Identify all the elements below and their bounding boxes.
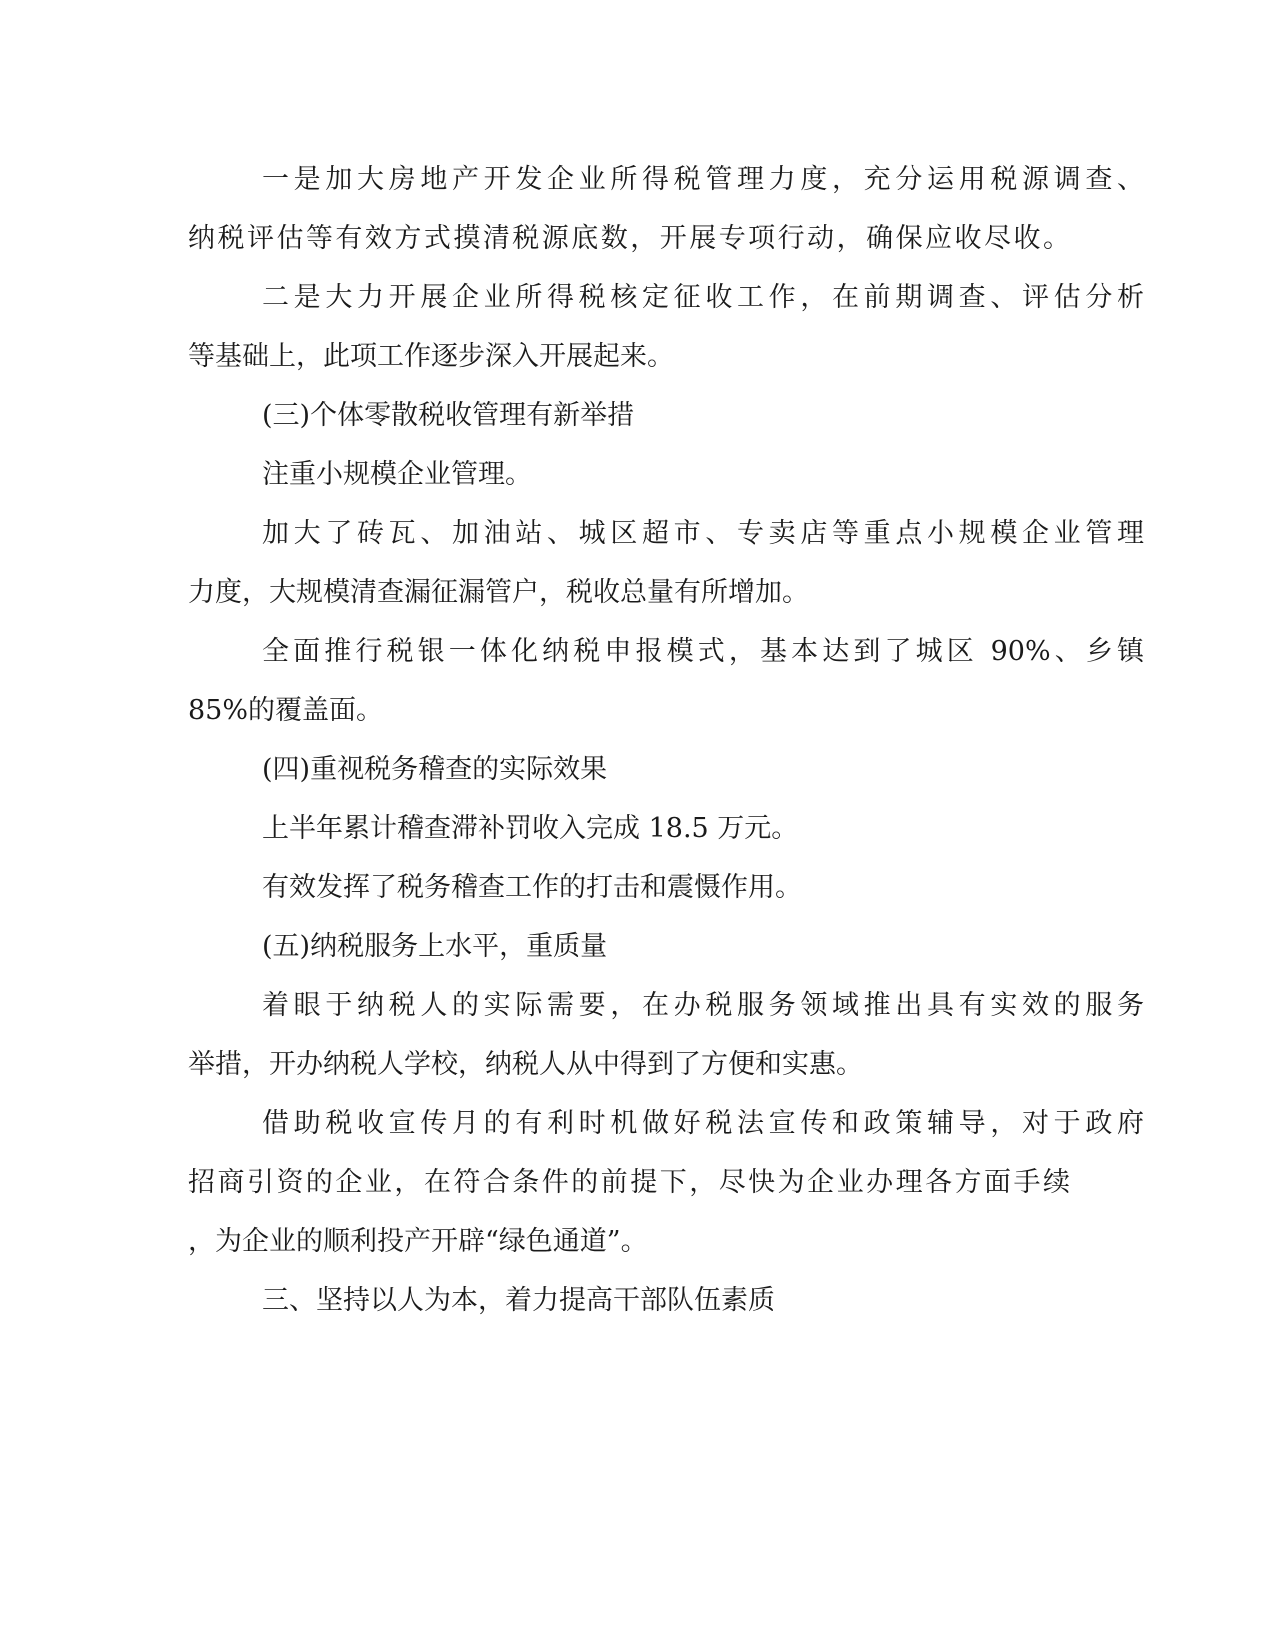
section-heading: 三、坚持以人为本，着力提高干部队伍素质: [262, 1285, 775, 1316]
paragraph-line: 力度，大规模清查漏征漏管户，税收总量有所增加。: [188, 577, 809, 608]
paragraph-line: 一是加大房地产开发企业所得税管理力度，充分运用税源调查、: [262, 164, 1144, 195]
paragraph-line: 有效发挥了税务稽查工作的打击和震慑作用。: [262, 872, 802, 903]
paragraph-line: 二是大力开展企业所得税核定征收工作，在前期调查、评估分析: [262, 282, 1144, 313]
paragraph-line: 注重小规模企业管理。: [262, 459, 532, 490]
paragraph-line: 加大了砖瓦、加油站、城区超市、专卖店等重点小规模企业管理: [262, 518, 1144, 549]
paragraph-line: 着眼于纳税人的实际需要，在办税服务领域推出具有实效的服务: [262, 990, 1144, 1021]
paragraph-line: 85%的覆盖面。: [188, 695, 384, 726]
paragraph-line: 招商引资的企业，在符合条件的前提下，尽快为企业办理各方面手续: [188, 1167, 1070, 1198]
paragraph-line: ，为企业的顺利投产开辟“绿色通道”。: [188, 1226, 648, 1257]
paragraph-line: 纳税评估等有效方式摸清税源底数，开展专项行动，确保应收尽收。: [188, 223, 1070, 254]
paragraph-line: 等基础上，此项工作逐步深入开展起来。: [188, 341, 674, 372]
paragraph-line: 举措，开办纳税人学校，纳税人从中得到了方便和实惠。: [188, 1049, 863, 1080]
paragraph-line: 上半年累计稽查滞补罚收入完成 18.5 万元。: [262, 813, 799, 844]
paragraph-line: 借助税收宣传月的有利时机做好税法宣传和政策辅导，对于政府: [262, 1108, 1144, 1139]
section-heading: (五)纳税服务上水平，重质量: [262, 931, 608, 962]
paragraph-line: 全面推行税银一体化纳税申报模式，基本达到了城区 90%、乡镇: [262, 636, 1144, 667]
section-heading: (四)重视税务稽查的实际效果: [262, 754, 608, 785]
section-heading: (三)个体零散税收管理有新举措: [262, 400, 635, 431]
